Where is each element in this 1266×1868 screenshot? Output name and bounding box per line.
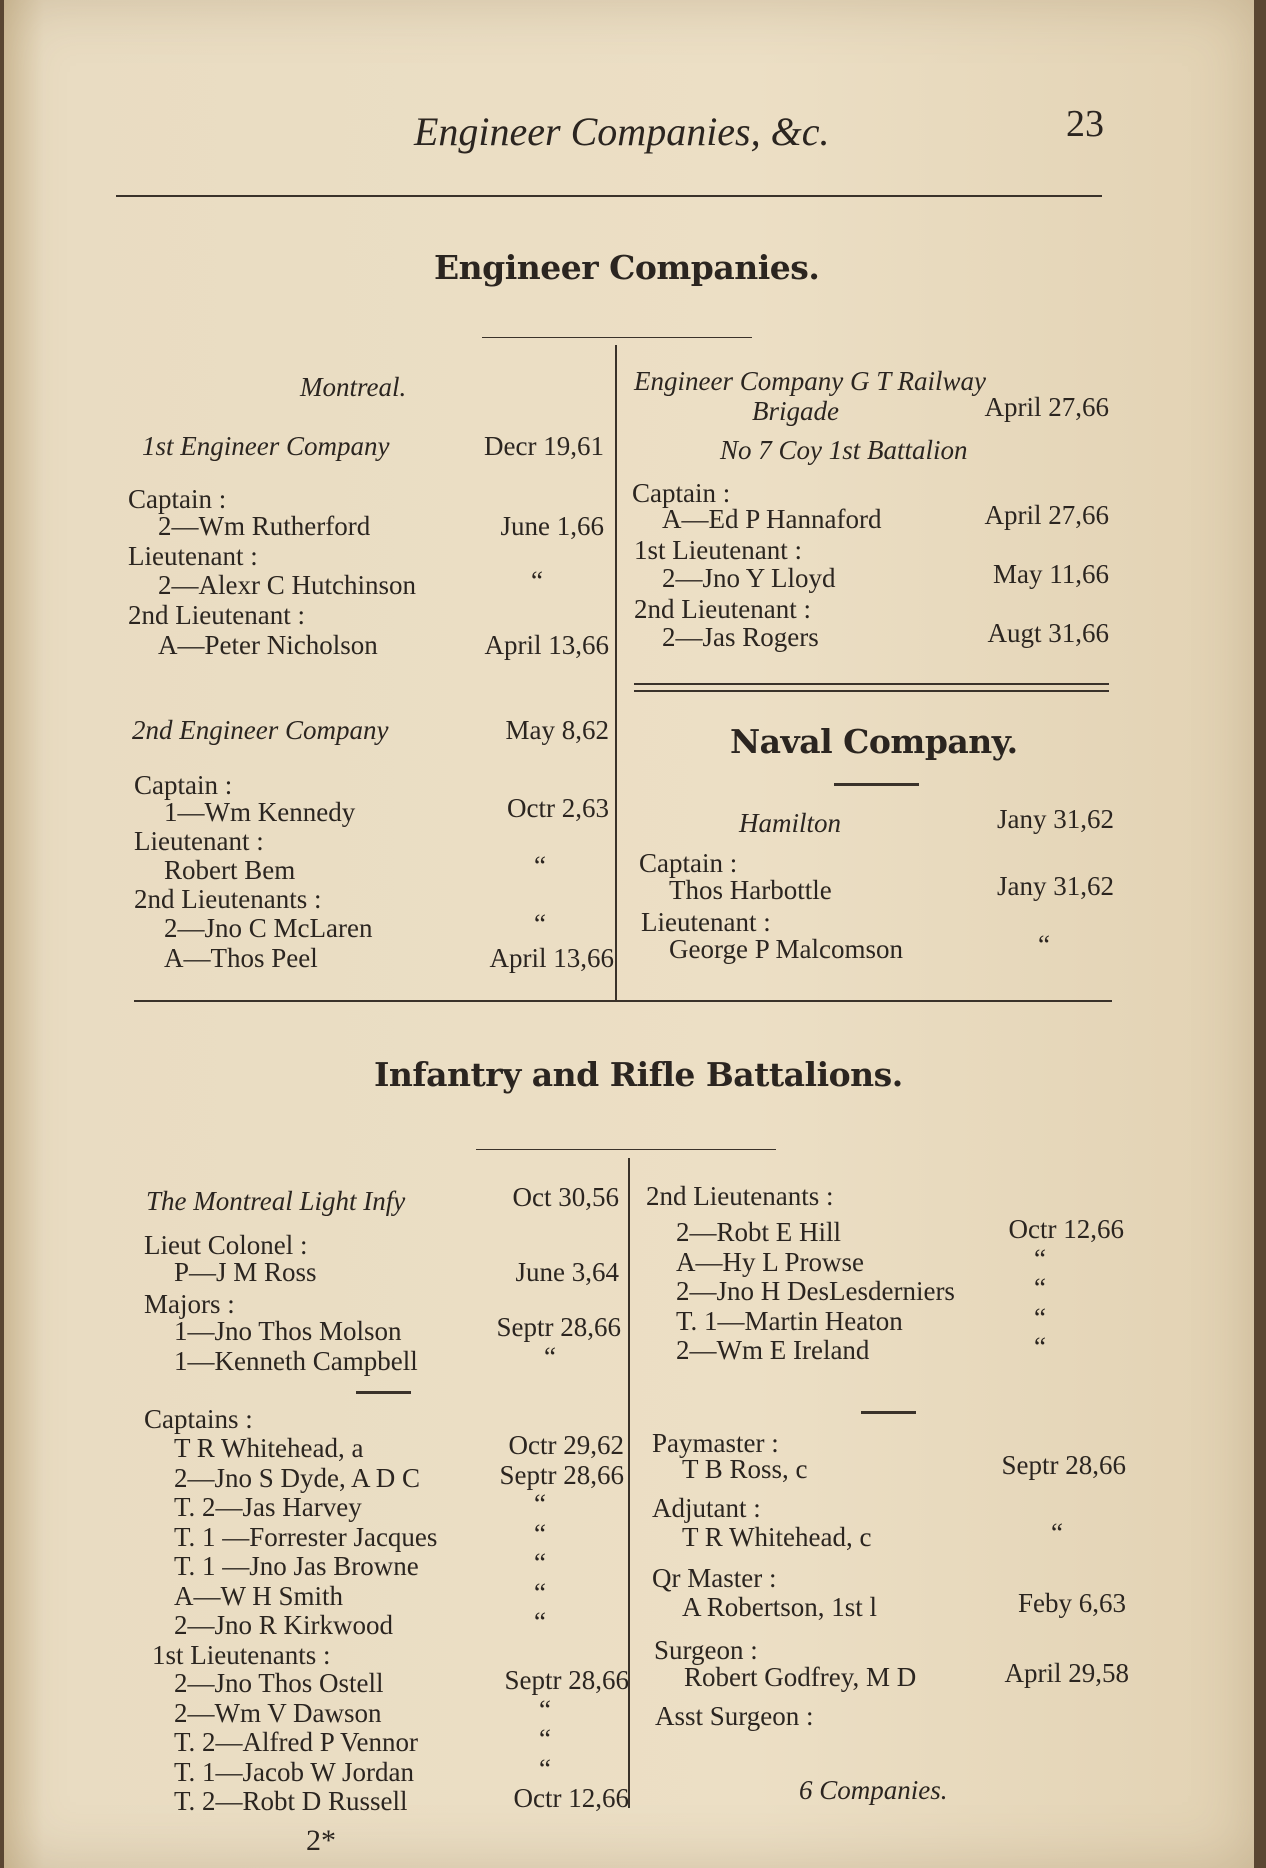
officer-name: T B Ross, c	[682, 1454, 808, 1484]
second-lieutenant-name: 2—Jno H DesLesderniers	[676, 1276, 955, 1306]
company-name: 2nd Engineer Company	[132, 715, 389, 745]
officer-name: Robert Godfrey, M D	[684, 1662, 917, 1692]
officer-name: Robert Bem	[164, 855, 296, 885]
captain-name: T R Whitehead, a	[174, 1433, 364, 1463]
officer-date: Septr 28,66	[496, 1312, 621, 1342]
company-subtitle: No 7 Coy 1st Battalion	[720, 435, 968, 465]
naval-title-rule	[834, 783, 919, 786]
book-page	[4, 0, 1254, 1868]
officer-date: Jany 31,62	[997, 871, 1114, 901]
captain-date: “	[534, 1607, 546, 1637]
rank-label: Captain :	[128, 484, 227, 514]
first-lieutenant-date: “	[539, 1694, 551, 1725]
header-rule	[116, 195, 1102, 197]
rank-label: 2nd Lieutenants :	[646, 1181, 834, 1211]
company-name: 1st Engineer Company	[142, 431, 390, 461]
captain-date: Octr 29,62	[508, 1430, 624, 1460]
officer-name: A—Thos Peel	[164, 943, 318, 973]
officer-name: T R Whitehead, c	[682, 1522, 872, 1552]
captain-date: “	[534, 1577, 546, 1608]
rank-label: 2nd Lieutenants :	[134, 884, 322, 914]
place-montreal: Montreal.	[300, 372, 407, 402]
second-lieutenant-date: Octr 12,66	[1008, 1214, 1124, 1244]
officer-date: April 29,58	[1004, 1658, 1129, 1688]
signature-mark: 2*	[306, 1824, 336, 1857]
captain-name: 2—Jno S Dyde, A D C	[174, 1462, 421, 1493]
officer-date: April 13,66	[484, 630, 609, 660]
officer-name: 1—Jno Thos Molson	[174, 1316, 402, 1346]
short-rule	[861, 1411, 916, 1414]
rank-label: Asst Surgeon :	[655, 1701, 814, 1731]
rank-label: Paymaster :	[652, 1428, 779, 1458]
officer-name: 2—Alexr C Hutchinson	[158, 570, 416, 600]
first-lieutenant-date: “	[539, 1724, 551, 1754]
rank-label: 2nd Lieutenant :	[128, 600, 305, 630]
column-divider	[628, 1158, 630, 1808]
captain-date: “	[534, 1518, 546, 1549]
ditto-mark: “	[1038, 930, 1050, 960]
rank-label: Captain :	[632, 478, 731, 508]
double-rule-top	[634, 683, 1109, 685]
rank-label: 1st Lieutenants :	[152, 1640, 331, 1670]
ditto-mark: “	[544, 1342, 556, 1372]
infantry-title-rule	[476, 1149, 776, 1150]
officer-date: Septr 28,66	[1001, 1450, 1126, 1480]
officer-date: June 3,64	[515, 1257, 619, 1287]
first-lieutenant-name: T. 1—Jacob W Jordan	[174, 1756, 414, 1787]
engineer-section-title: Engineer Companies.	[434, 248, 820, 287]
company-name-2: Brigade	[752, 396, 839, 426]
company-date: April 27,66	[984, 392, 1109, 422]
rank-label: 2nd Lieutenant :	[634, 594, 811, 624]
officer-name: 1—Wm Kennedy	[164, 797, 356, 827]
officer-date: Augt 31,66	[987, 618, 1109, 648]
ditto-mark: “	[534, 851, 546, 881]
captain-date: “	[534, 1489, 546, 1519]
second-lieutenant-name: 2—Wm E Ireland	[676, 1335, 870, 1365]
company-date: Decr 19,61	[484, 431, 604, 461]
running-header: Engineer Companies, &c.	[414, 109, 830, 154]
officer-date: April 13,66	[489, 943, 614, 973]
first-lieutenant-date: Septr 28,66	[504, 1665, 629, 1695]
officer-name: 1—Kenneth Campbell	[174, 1346, 418, 1376]
second-lieutenant-name: A—Hy L Prowse	[676, 1246, 864, 1277]
companies-note: 6 Companies.	[799, 1775, 948, 1805]
second-lieutenant-name: 2—Robt E Hill	[676, 1217, 842, 1247]
rank-label: 1st Lieutenant :	[634, 535, 802, 565]
captain-date: Septr 28,66	[499, 1459, 624, 1490]
officer-name: A Robertson, 1st l	[682, 1592, 878, 1622]
ditto-mark: “	[1051, 1518, 1063, 1548]
rank-label: Lieutenant :	[641, 907, 771, 937]
captain-name: T. 1 —Forrester Jacques	[174, 1521, 438, 1552]
officer-name: 2—Wm Rutherford	[158, 511, 371, 541]
second-lieutenant-name: T. 1—Martin Heaton	[676, 1305, 903, 1336]
rank-label: Captain :	[639, 848, 738, 878]
column-divider	[615, 345, 617, 1000]
officer-date: May 11,66	[993, 559, 1109, 589]
unit-name: The Montreal Light Infy	[146, 1186, 406, 1216]
captain-name: A—W H Smith	[174, 1580, 344, 1611]
short-rule	[356, 1391, 411, 1394]
rank-label: Captain :	[134, 770, 233, 800]
officer-date: Feby 6,63	[1018, 1588, 1126, 1618]
rank-label: Lieutenant :	[128, 541, 258, 571]
rank-label: Lieut Colonel :	[144, 1230, 308, 1260]
second-lieutenant-date: “	[1034, 1332, 1046, 1362]
section-rule	[134, 1000, 1112, 1002]
first-lieutenant-name: T. 2—Robt D Russell	[174, 1786, 408, 1816]
officer-name: A—Ed P Hannaford	[662, 504, 882, 534]
second-lieutenant-date: “	[1034, 1273, 1046, 1303]
place-hamilton: Hamilton	[739, 808, 842, 838]
first-lieutenant-name: 2—Wm V Dawson	[174, 1697, 382, 1728]
officer-name: George P Malcomson	[669, 934, 903, 964]
section-title-rule	[482, 337, 752, 338]
rank-label: Adjutant :	[652, 1493, 761, 1523]
captain-date: “	[534, 1548, 546, 1578]
double-rule-bottom	[634, 690, 1109, 692]
captain-name: T. 2—Jas Harvey	[174, 1492, 362, 1522]
first-lieutenant-name: 2—Jno Thos Ostell	[174, 1668, 384, 1698]
officer-date: Octr 2,63	[507, 793, 609, 823]
naval-section-title: Naval Company.	[730, 722, 1018, 761]
first-lieutenant-date: “	[539, 1753, 551, 1784]
first-lieutenant-date: Octr 12,66	[513, 1783, 629, 1813]
infantry-section-title: Infantry and Rifle Battalions.	[374, 1055, 903, 1094]
officer-name: P—J M Ross	[174, 1257, 317, 1287]
rank-label: Captains :	[144, 1404, 253, 1434]
company-date: May 8,62	[505, 715, 609, 745]
rank-label: Lieutenant :	[134, 826, 264, 856]
officer-date: April 27,66	[984, 500, 1109, 530]
company-date: Jany 31,62	[997, 804, 1114, 834]
company-name: Engineer Company G T Railway	[634, 366, 986, 396]
officer-name: 2—Jno Y Lloyd	[662, 563, 836, 593]
officer-name: 2—Jno C McLaren	[164, 913, 373, 943]
captain-name: 2—Jno R Kirkwood	[174, 1610, 394, 1640]
page-number: 23	[1066, 103, 1104, 145]
rank-label: Surgeon :	[654, 1635, 758, 1665]
rank-label: Majors :	[144, 1289, 235, 1319]
first-lieutenant-name: T. 2—Alfred P Vennor	[174, 1727, 418, 1757]
unit-date: Oct 30,56	[512, 1182, 619, 1212]
officer-date: June 1,66	[500, 511, 604, 541]
officer-name: Thos Harbottle	[669, 875, 832, 905]
second-lieutenant-date: “	[1034, 1302, 1046, 1333]
officer-name: A—Peter Nicholson	[158, 630, 378, 660]
captain-name: T. 1 —Jno Jas Browne	[174, 1551, 419, 1581]
ditto-mark: “	[534, 909, 546, 939]
ditto-mark: “	[531, 566, 543, 596]
officer-name: 2—Jas Rogers	[662, 622, 819, 652]
second-lieutenant-date: “	[1034, 1243, 1046, 1274]
rank-label: Qr Master :	[652, 1563, 777, 1593]
